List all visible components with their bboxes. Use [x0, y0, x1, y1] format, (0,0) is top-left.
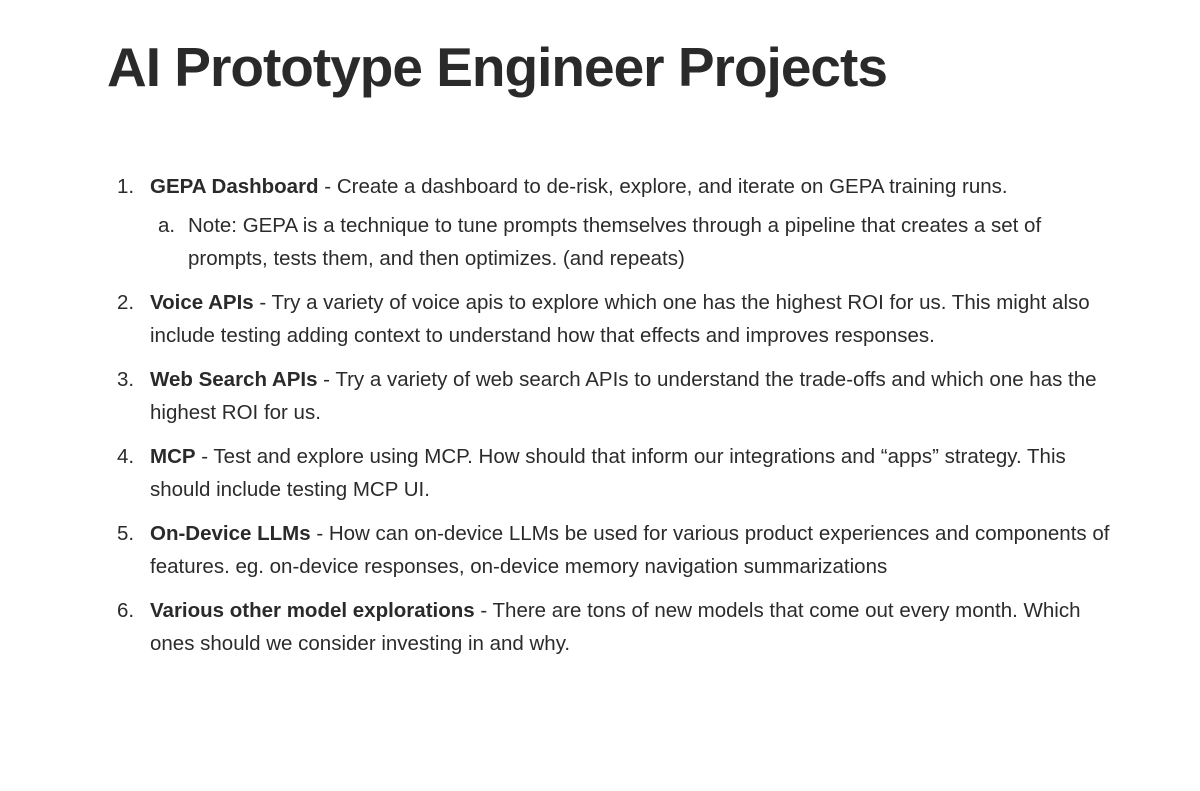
- sub-list-item-note: [150, 209, 1110, 275]
- separator: -: [195, 445, 214, 468]
- projects-list: [0, 170, 1200, 671]
- list-number: 4.: [117, 445, 135, 468]
- project-name: Various other model explorations: [150, 599, 475, 622]
- list-number: 3.: [117, 368, 135, 391]
- separator: -: [474, 599, 493, 622]
- list-number: 6.: [117, 599, 135, 622]
- separator: -: [318, 175, 337, 198]
- list-number: 2.: [117, 291, 135, 314]
- project-description: Try a variety of web search APIs to understand the trade-offs and which one has the highest ROI for us.: [150, 368, 1097, 424]
- sub-list-text: Note: GEPA is a technique to tune prompts themselves through a pipeline that creates a set of prompts, tests them, and then optimizes. (and repeats): [188, 214, 1042, 270]
- project-name: MCP: [150, 445, 196, 468]
- gepa-sublist: [150, 209, 1110, 275]
- list-item-on-device-llms: [0, 517, 1200, 583]
- separator: -: [310, 522, 329, 545]
- project-description: Try a variety of voice apis to explore which one has the highest ROI for us. This might also include testing adding context to understand how that effects and improves responses.: [150, 291, 1090, 347]
- separator: -: [317, 368, 336, 391]
- list-item-voice-apis: [0, 286, 1200, 352]
- page-title: AI Prototype Engineer Projects: [107, 36, 887, 98]
- list-number: 1.: [117, 175, 135, 198]
- project-name: On-Device LLMs: [150, 522, 311, 545]
- sub-list-marker: a.: [158, 214, 176, 237]
- separator: -: [253, 291, 272, 314]
- project-description: Create a dashboard to de-risk, explore, and iterate on GEPA training runs.: [336, 175, 1008, 198]
- list-item-web-search-apis: [0, 363, 1200, 429]
- list-item-other-model-explorations: [0, 594, 1200, 660]
- project-name: Voice APIs: [150, 291, 254, 314]
- list-item-gepa-dashboard: [0, 170, 1200, 275]
- project-description: There are tons of new models that come out every month. Which ones should we consider investing in and why.: [150, 599, 1081, 655]
- project-name: GEPA Dashboard: [150, 175, 319, 198]
- project-description: How can on-device LLMs be used for various product experiences and components of features. eg. on-device responses, on-device memory navigation summarizations: [150, 522, 1110, 578]
- project-description: Test and explore using MCP. How should that inform our integrations and “apps” strategy. This should include testing MCP UI.: [150, 445, 1066, 501]
- list-item-mcp: [0, 440, 1200, 506]
- list-number: 5.: [117, 522, 135, 545]
- project-name: Web Search APIs: [150, 368, 318, 391]
